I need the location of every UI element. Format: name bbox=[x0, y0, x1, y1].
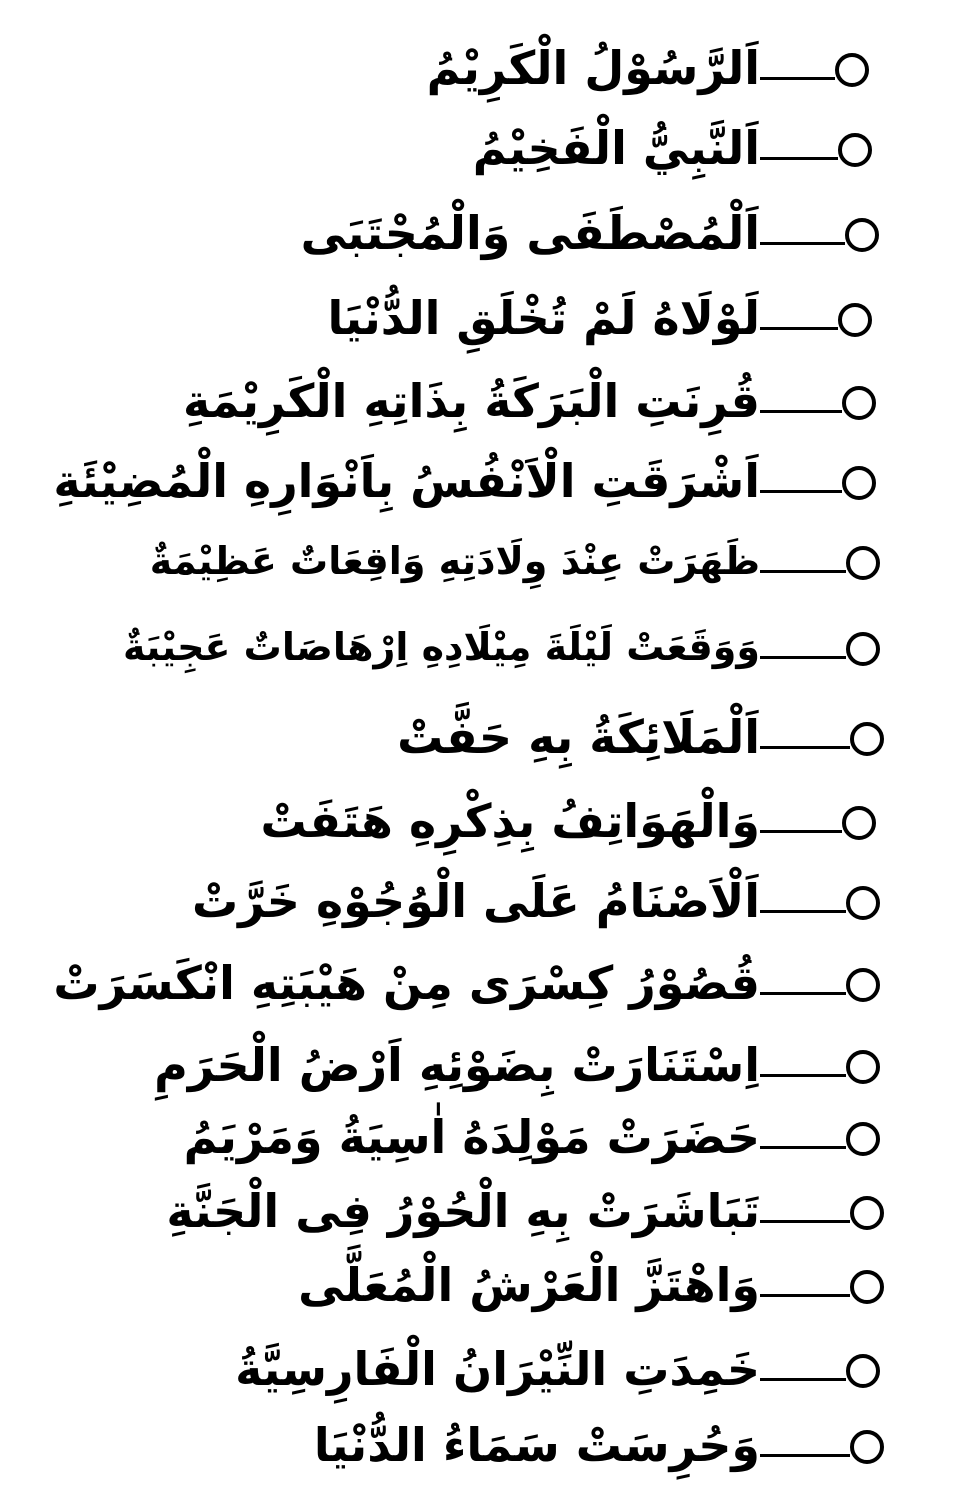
list-item bbox=[20, 1102, 900, 1172]
verse-text: وَاهْتَزَّ الْعَرْشُ الْمُعَلَّى bbox=[298, 1258, 760, 1312]
list-item bbox=[20, 526, 900, 596]
dash-connector bbox=[760, 157, 838, 160]
list-item bbox=[20, 1176, 900, 1246]
circle-bullet-icon bbox=[846, 1122, 880, 1156]
circle-bullet-icon bbox=[835, 53, 869, 87]
dash-connector bbox=[760, 1146, 846, 1149]
dash-connector bbox=[760, 656, 846, 659]
list-item bbox=[20, 1410, 900, 1480]
verse-text: اَلْاَصْنَامُ عَلَى الْوُجُوْهِ خَرَّتْ bbox=[191, 874, 760, 928]
dash-connector bbox=[760, 1378, 846, 1381]
verse-text: ظَهَرَتْ عِنْدَ وِلَادَتِهِ وَاقِعَاتٌ عَظِيْمَةٌ bbox=[149, 539, 760, 583]
dash-connector bbox=[760, 327, 838, 330]
list-item bbox=[20, 612, 900, 682]
circle-bullet-icon bbox=[846, 1050, 880, 1084]
list-item bbox=[20, 702, 900, 772]
circle-bullet-icon bbox=[838, 303, 872, 337]
circle-bullet-icon bbox=[842, 386, 876, 420]
list-item bbox=[20, 283, 900, 353]
verse-text: اَلْمَلَائِكَةُ بِهِ حَفَّتْ bbox=[397, 710, 760, 764]
circle-bullet-icon bbox=[850, 1430, 884, 1464]
dash-connector bbox=[760, 1220, 850, 1223]
list-item bbox=[20, 866, 900, 936]
verse-text: حَضَرَتْ مَوْلِدَهُ اٰسِيَةُ وَمَرْيَمُ bbox=[183, 1110, 760, 1164]
circle-bullet-icon bbox=[850, 1196, 884, 1230]
circle-bullet-icon bbox=[846, 546, 880, 580]
dash-connector bbox=[760, 1294, 850, 1297]
list-item bbox=[20, 198, 900, 268]
verse-text: وَوَقَعَتْ لَيْلَةَ مِيْلَادِهِ اِرْهَاصَاتٌ عَجِيْبَةٌ bbox=[123, 625, 760, 669]
list-item bbox=[20, 1030, 900, 1100]
circle-bullet-icon bbox=[845, 218, 879, 252]
dash-connector bbox=[760, 910, 846, 913]
verse-text: اَلْمُصْطَفَى وَالْمُجْتَبَى bbox=[300, 206, 760, 260]
circle-bullet-icon bbox=[846, 1354, 880, 1388]
dash-connector bbox=[760, 410, 842, 413]
circle-bullet-icon bbox=[846, 968, 880, 1002]
verse-text: قُصُوْرُ كِسْرَى مِنْ هَيْبَتِهِ انْكَسَرَتْ bbox=[53, 956, 760, 1010]
verse-text: اِسْتَنَارَتْ بِضَوْئِهِ اَرْضُ الْحَرَمِ bbox=[154, 1038, 760, 1092]
verse-text: وَالْهَوَاتِفُ بِذِكْرِهِ هَتَفَتْ bbox=[260, 794, 760, 848]
dash-connector bbox=[760, 992, 846, 995]
list-item bbox=[20, 786, 900, 856]
list-item bbox=[20, 113, 900, 183]
dash-connector bbox=[760, 242, 845, 245]
verse-text: خَمِدَتِ النِّيْرَانُ الْفَارِسِيَّةُ bbox=[235, 1342, 760, 1396]
dash-connector bbox=[760, 1074, 846, 1077]
circle-bullet-icon bbox=[842, 806, 876, 840]
dash-connector bbox=[760, 77, 835, 80]
list-item bbox=[20, 1250, 900, 1320]
dash-connector bbox=[760, 830, 842, 833]
list-item bbox=[20, 446, 900, 516]
circle-bullet-icon bbox=[838, 133, 872, 167]
verse-text: اَلرَّسُوْلُ الْكَرِيْمُ bbox=[426, 41, 760, 95]
list-item bbox=[20, 366, 900, 436]
list-item bbox=[20, 33, 900, 103]
circle-bullet-icon bbox=[846, 886, 880, 920]
dash-connector bbox=[760, 570, 846, 573]
verse-text: اَلنَّبِيُّ الْفَخِيْمُ bbox=[472, 121, 760, 175]
dash-connector bbox=[760, 490, 842, 493]
verse-text: وَحُرِسَتْ سَمَاءُ الدُّنْيَا bbox=[313, 1418, 760, 1472]
verse-text: لَوْلَاهُ لَمْ تُخْلَقِ الدُّنْيَا bbox=[327, 291, 760, 345]
list-item bbox=[20, 1334, 900, 1404]
verse-text: قُرِنَتِ الْبَرَكَةُ بِذَاتِهِ الْكَرِيْمَةِ bbox=[182, 374, 760, 428]
dash-connector bbox=[760, 1454, 850, 1457]
circle-bullet-icon bbox=[842, 466, 876, 500]
dash-connector bbox=[760, 746, 850, 749]
circle-bullet-icon bbox=[846, 632, 880, 666]
circle-bullet-icon bbox=[850, 1270, 884, 1304]
verse-text: تَبَاشَرَتْ بِهِ الْحُوْرُ فِى الْجَنَّةِ bbox=[166, 1184, 760, 1238]
circle-bullet-icon bbox=[850, 722, 884, 756]
verse-text: اَشْرَقَتِ الْاَنْفُسُ بِاَنْوَارِهِ الْمُضِيْئَةِ bbox=[53, 454, 760, 508]
list-item bbox=[20, 948, 900, 1018]
